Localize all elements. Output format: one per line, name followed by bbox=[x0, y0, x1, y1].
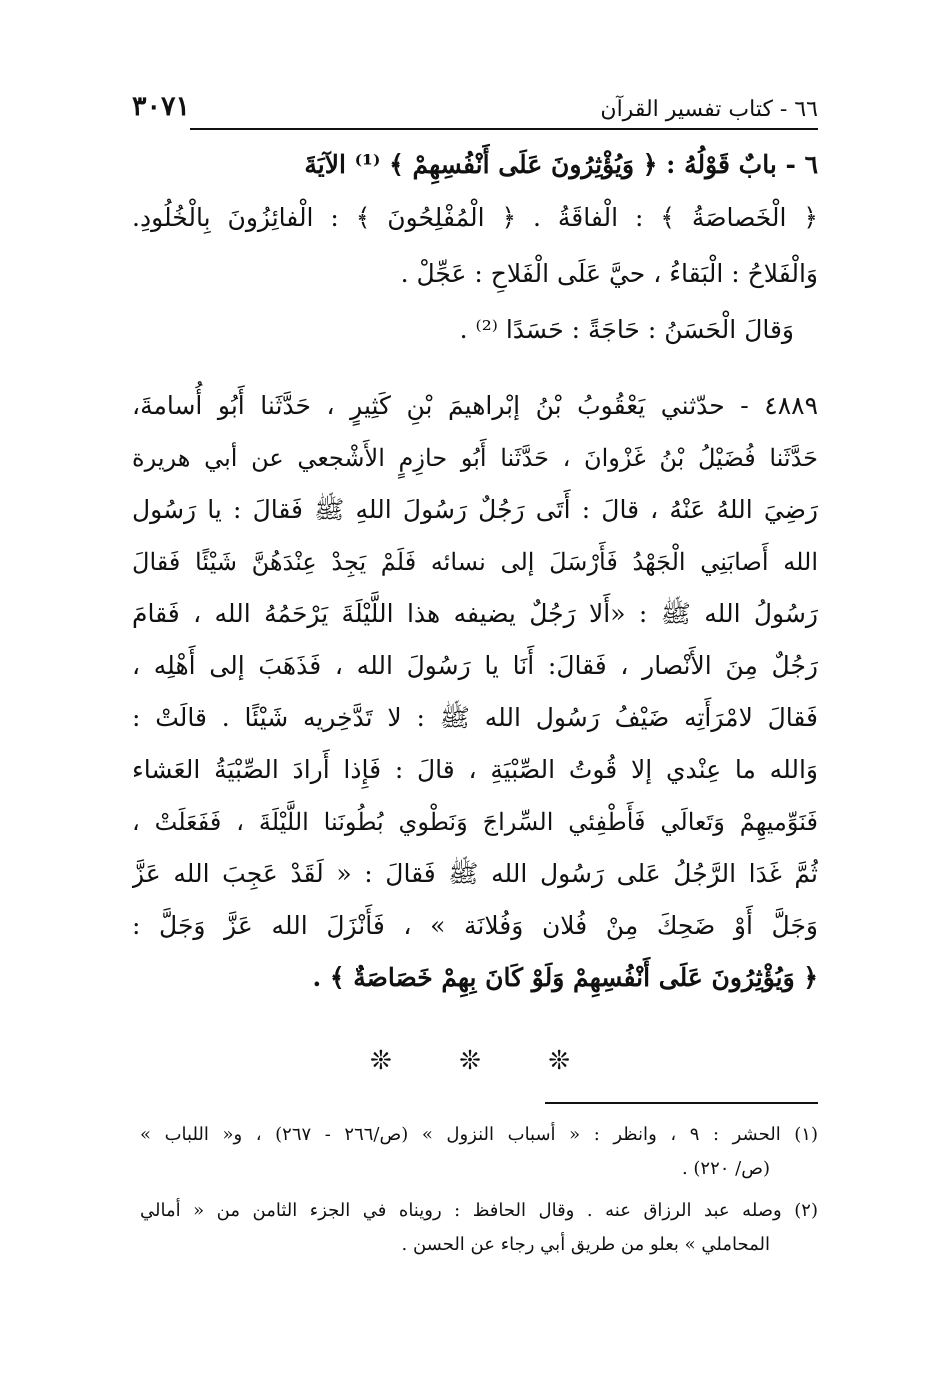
hadith-line: فَنَوِّميهِمْ وَتَعالَي فَأَطْفِئي السِّراجَ وَنَطْوي بُطُونَنا اللَّيْلَةَ ، فَفَعَلَتْ ، bbox=[132, 808, 818, 836]
quran-verse-line: ﴿ وَيُؤْثِرُونَ عَلَى أَنْفُسِهِمْ وَلَوْ كَانَ بِهِمْ خَصَاصَةٌ ﴾ . bbox=[312, 963, 818, 992]
footnotes bbox=[140, 1118, 818, 1262]
hadith-line: وَجَلَّ أَوْ ضَحِكَ مِنْ فُلان وَفُلانَة » ، فَأَنْزَلَ الله عَزَّ وَجَلَّ : bbox=[132, 911, 818, 940]
running-head: ٦٦ - كتاب تفسير القرآن bbox=[600, 97, 818, 122]
hadith-line: فَقالَ لامْرَأَتِه ضَيْفُ رَسُول الله ﷺ : لا تَدَّخِريه شَيْئًا . قالَتْ : bbox=[132, 703, 818, 732]
hadith-block bbox=[132, 380, 818, 1004]
hadith-line: وَالله ما عِنْدي إلا قُوتُ الصِّبْيَةِ ، قالَ : فَإِذا أَرادَ الصِّبْيَةُ العَشاء bbox=[132, 755, 818, 784]
footnote-rule bbox=[545, 1102, 818, 1104]
definition-line: وَقالَ الْحَسَنُ : حَاجَةً : حَسَدًا ⁽²⁾ . bbox=[459, 315, 794, 344]
section-separator bbox=[370, 1046, 570, 1076]
hadith-line: ٤٨٨٩ - حدّثني يَعْقُوبُ بْنُ إبْراهيمَ بْنِ كَثِيرٍ ، حَدَّثَنا أَبُو أُسامةَ، bbox=[132, 391, 818, 420]
definition-line: وَالْفَلاحُ : الْبَقاءُ ، حيَّ عَلَى الْفَلاحِ : عَجِّلْ . bbox=[400, 259, 818, 288]
hadith-line: حَدَّثَنا فُضَيْلُ بْنُ غَزْوانَ ، حَدَّثَنا أَبُو حازِمٍ الأَشْجعي عن أبي هريرة bbox=[132, 444, 818, 472]
hadith-line: رَسُولُ الله ﷺ : «أَلا رَجُلٌ يضيفه هذا اللَّيْلَةَ يَرْحَمُهُ الله ، فَقامَ bbox=[132, 599, 818, 628]
asterisk-ornament: ❊ bbox=[548, 1046, 570, 1076]
asterisk-ornament: ❊ bbox=[459, 1046, 481, 1076]
header-rule bbox=[190, 128, 818, 130]
page-header bbox=[132, 82, 818, 122]
hadith-line: رَجُلٌ مِنَ الأَنْصار ، فَقالَ: أَنَا يا رَسُولَ الله ، فَذَهَبَ إلى أَهْلِه ، bbox=[132, 651, 818, 680]
hadith-line: رَضِيَ اللهُ عَنْهُ ، قالَ : أَتَى رَجُلٌ رَسُولَ اللهِ ﷺ فَقالَ : يا رَسُول bbox=[132, 495, 818, 524]
page-number: ٣٠٧١ bbox=[132, 91, 191, 122]
footnote-2-continuation: المحاملي » بعلو من طريق أبي رجاء عن الحسن . bbox=[401, 1234, 770, 1255]
chapter-heading: ٦ - بابٌ قَوْلُهُ : ﴿ وَيُؤْثِرُونَ عَلَى أَنْفُسِهِمْ ﴾ ⁽¹⁾ الآيَةَ bbox=[304, 150, 818, 179]
asterisk-ornament: ❊ bbox=[370, 1046, 392, 1076]
footnote-1-continuation: (ص/ ٢٢٠) . bbox=[681, 1158, 770, 1179]
footnote-1-line: (١) الحشر : ٩ ، وانظر : « أسباب النزول » (ص/٢٦٦ - ٢٦٧) ، و« اللباب » bbox=[140, 1124, 818, 1145]
footnote-2-line: (٢) وصله عبد الرزاق عنه . وقال الحافظ : رويناه في الجزء الثامن من « أمالي bbox=[140, 1200, 818, 1221]
hadith-line: الله أَصابَنِي الْجَهْدُ فَأَرْسَلَ إلى نسائه فَلَمْ يَجِدْ عِنْدَهُنَّ شَيْئًا فَقالَ bbox=[132, 548, 818, 576]
definition-line: ﴿ الْخَصاصَةُ ﴾ : الْفاقَةُ . ﴿ الْمُفْلِحُونَ ﴾ : الْفائِزُونَ بِالْخُلُودِ. bbox=[132, 203, 818, 232]
main-text bbox=[132, 140, 818, 1004]
hadith-line: ثُمَّ غَدَا الرَّجُلُ عَلى رَسُول الله ﷺ فَقالَ : « لَقَدْ عَجِبَ الله عَزَّ bbox=[132, 859, 818, 888]
